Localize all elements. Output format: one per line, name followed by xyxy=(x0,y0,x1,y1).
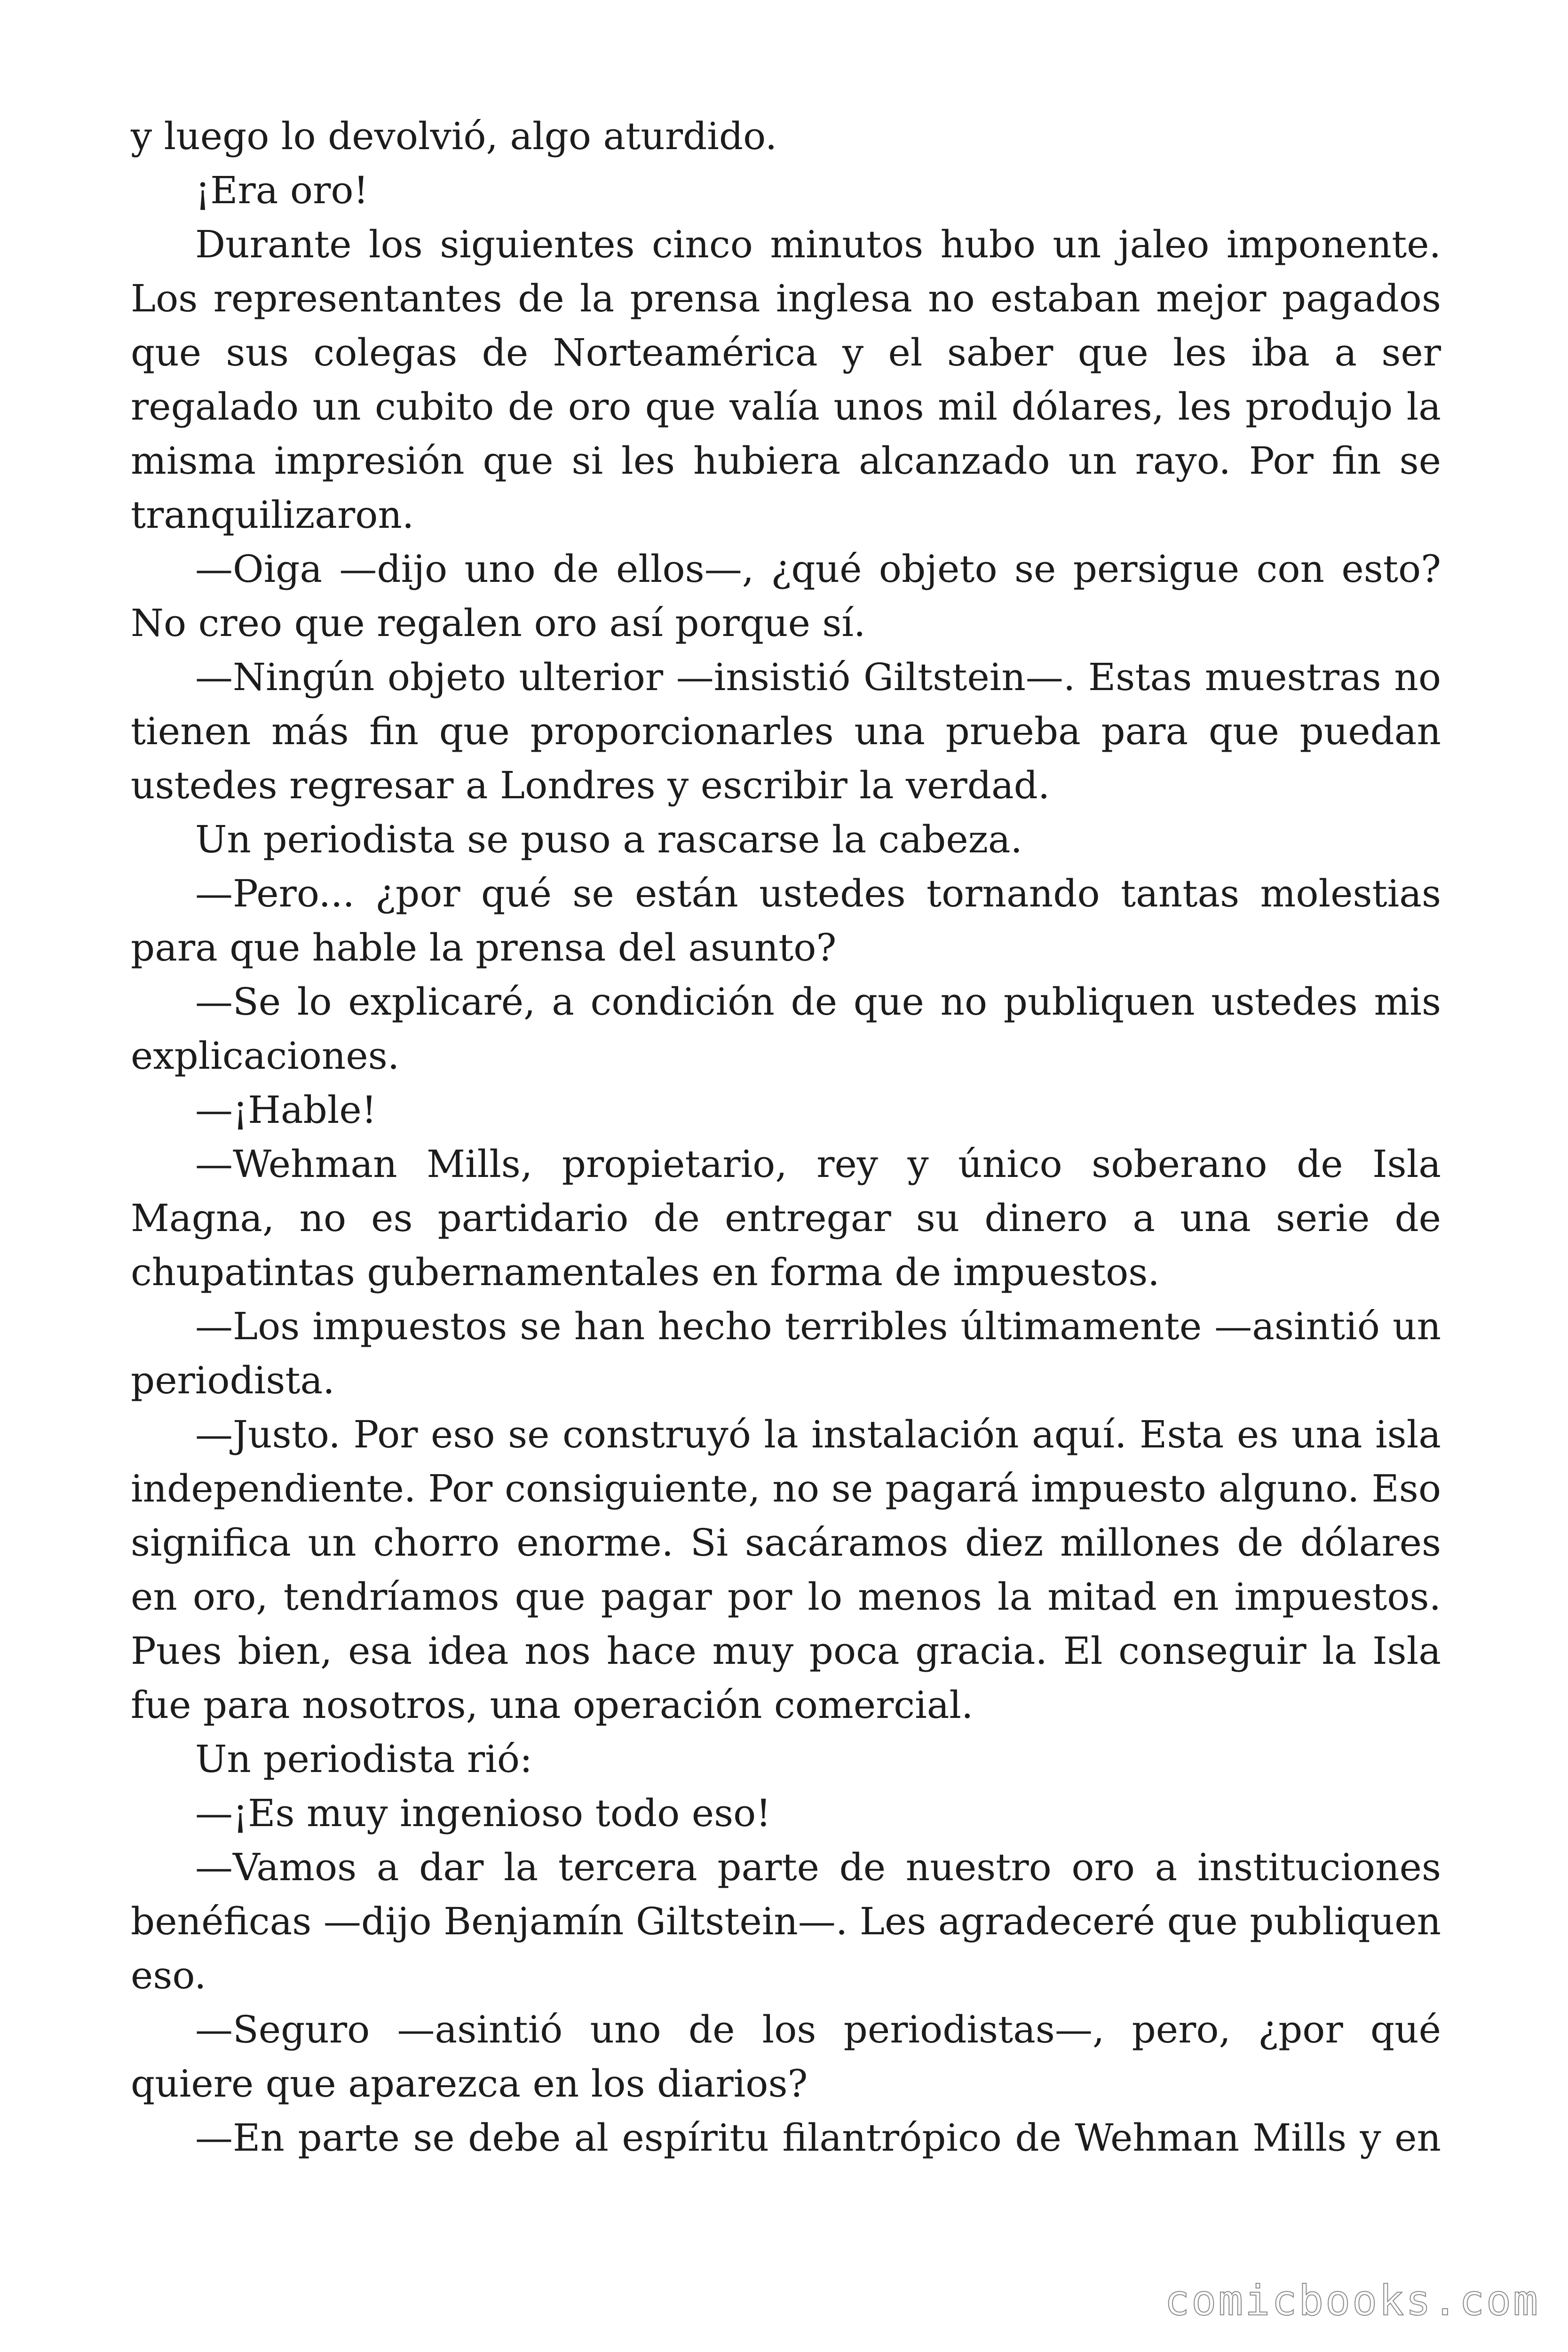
paragraph-12: —Justo. Por eso se construyó la instalación aquí. Esta es una isla independiente. Por consiguiente, no se pagará impuesto alguno. Eso significa un chorro enorme. Si sacáramos diez millones de dólares en oro, tendríamos que pagar por lo menos la mitad en impuestos. Pues bien, esa idea nos hace muy poca gracia. El conseguir la Isla fue para nosotros, una operación comercial. xyxy=(131,1413,1441,1727)
paragraph-6: Un periodista se puso a rascarse la cabeza. xyxy=(195,818,1022,861)
paragraph-7: —Pero... ¿por qué se están ustedes tornando tantas molestias para que hable la prensa del asunto? xyxy=(131,872,1441,969)
paragraph-10: —Wehman Mills, propietario, rey y único soberano de Isla Magna, no es partidario de entregar su dinero a una serie de chupatintas gubernamentales en forma de impuestos. xyxy=(131,1142,1441,1294)
paragraph-4: —Oiga —dijo uno de ellos—, ¿qué objeto se persigue con esto? No creo que regalen oro así porque sí. xyxy=(131,547,1441,645)
paragraph-16: —Seguro —asintió uno de los periodistas—, pero, ¿por qué quiere que aparezca en los diarios? xyxy=(131,2008,1441,2106)
paragraph-13: Un periodista rió: xyxy=(195,1737,532,1781)
paragraph-14: —¡Es muy ingenioso todo eso! xyxy=(195,1791,771,1835)
paragraph-17: —En parte se debe al espíritu filantrópico de Wehman Mills y en xyxy=(195,2116,1441,2160)
paragraph-5: —Ningún objeto ulterior —insistió Giltstein—. Estas muestras no tienen más fin que proporcionarles una prueba para que puedan ustedes regresar a Londres y escribir la verdad. xyxy=(131,655,1441,807)
page-body-text xyxy=(131,109,1441,2165)
paragraph-1: y luego lo devolvió, algo aturdido. xyxy=(131,114,777,158)
paragraph-8: —Se lo explicaré, a condición de que no publiquen ustedes mis explicaciones. xyxy=(131,980,1441,1078)
paragraph-15: —Vamos a dar la tercera parte de nuestro oro a instituciones benéficas —dijo Benjamín Giltstein—. Les agradeceré que publiquen eso. xyxy=(131,1845,1441,1997)
watermark-text: comicbooks.com xyxy=(1164,2276,1540,2325)
paragraph-3: Durante los siguientes cinco minutos hubo un jaleo imponente. Los representantes de la prensa inglesa no estaban mejor pagados que sus colegas de Norteamérica y el saber que les iba a ser regalado un cubito de oro que valía unos mil dólares, les produjo la misma impresión que si les hubiera alcanzado un rayo. Por fin se tranquilizaron. xyxy=(131,222,1441,537)
paragraph-2: ¡Era oro! xyxy=(195,168,369,212)
paragraph-11: —Los impuestos se han hecho terribles últimamente —asintió un periodista. xyxy=(131,1304,1441,1402)
paragraph-9: —¡Hable! xyxy=(195,1088,377,1132)
